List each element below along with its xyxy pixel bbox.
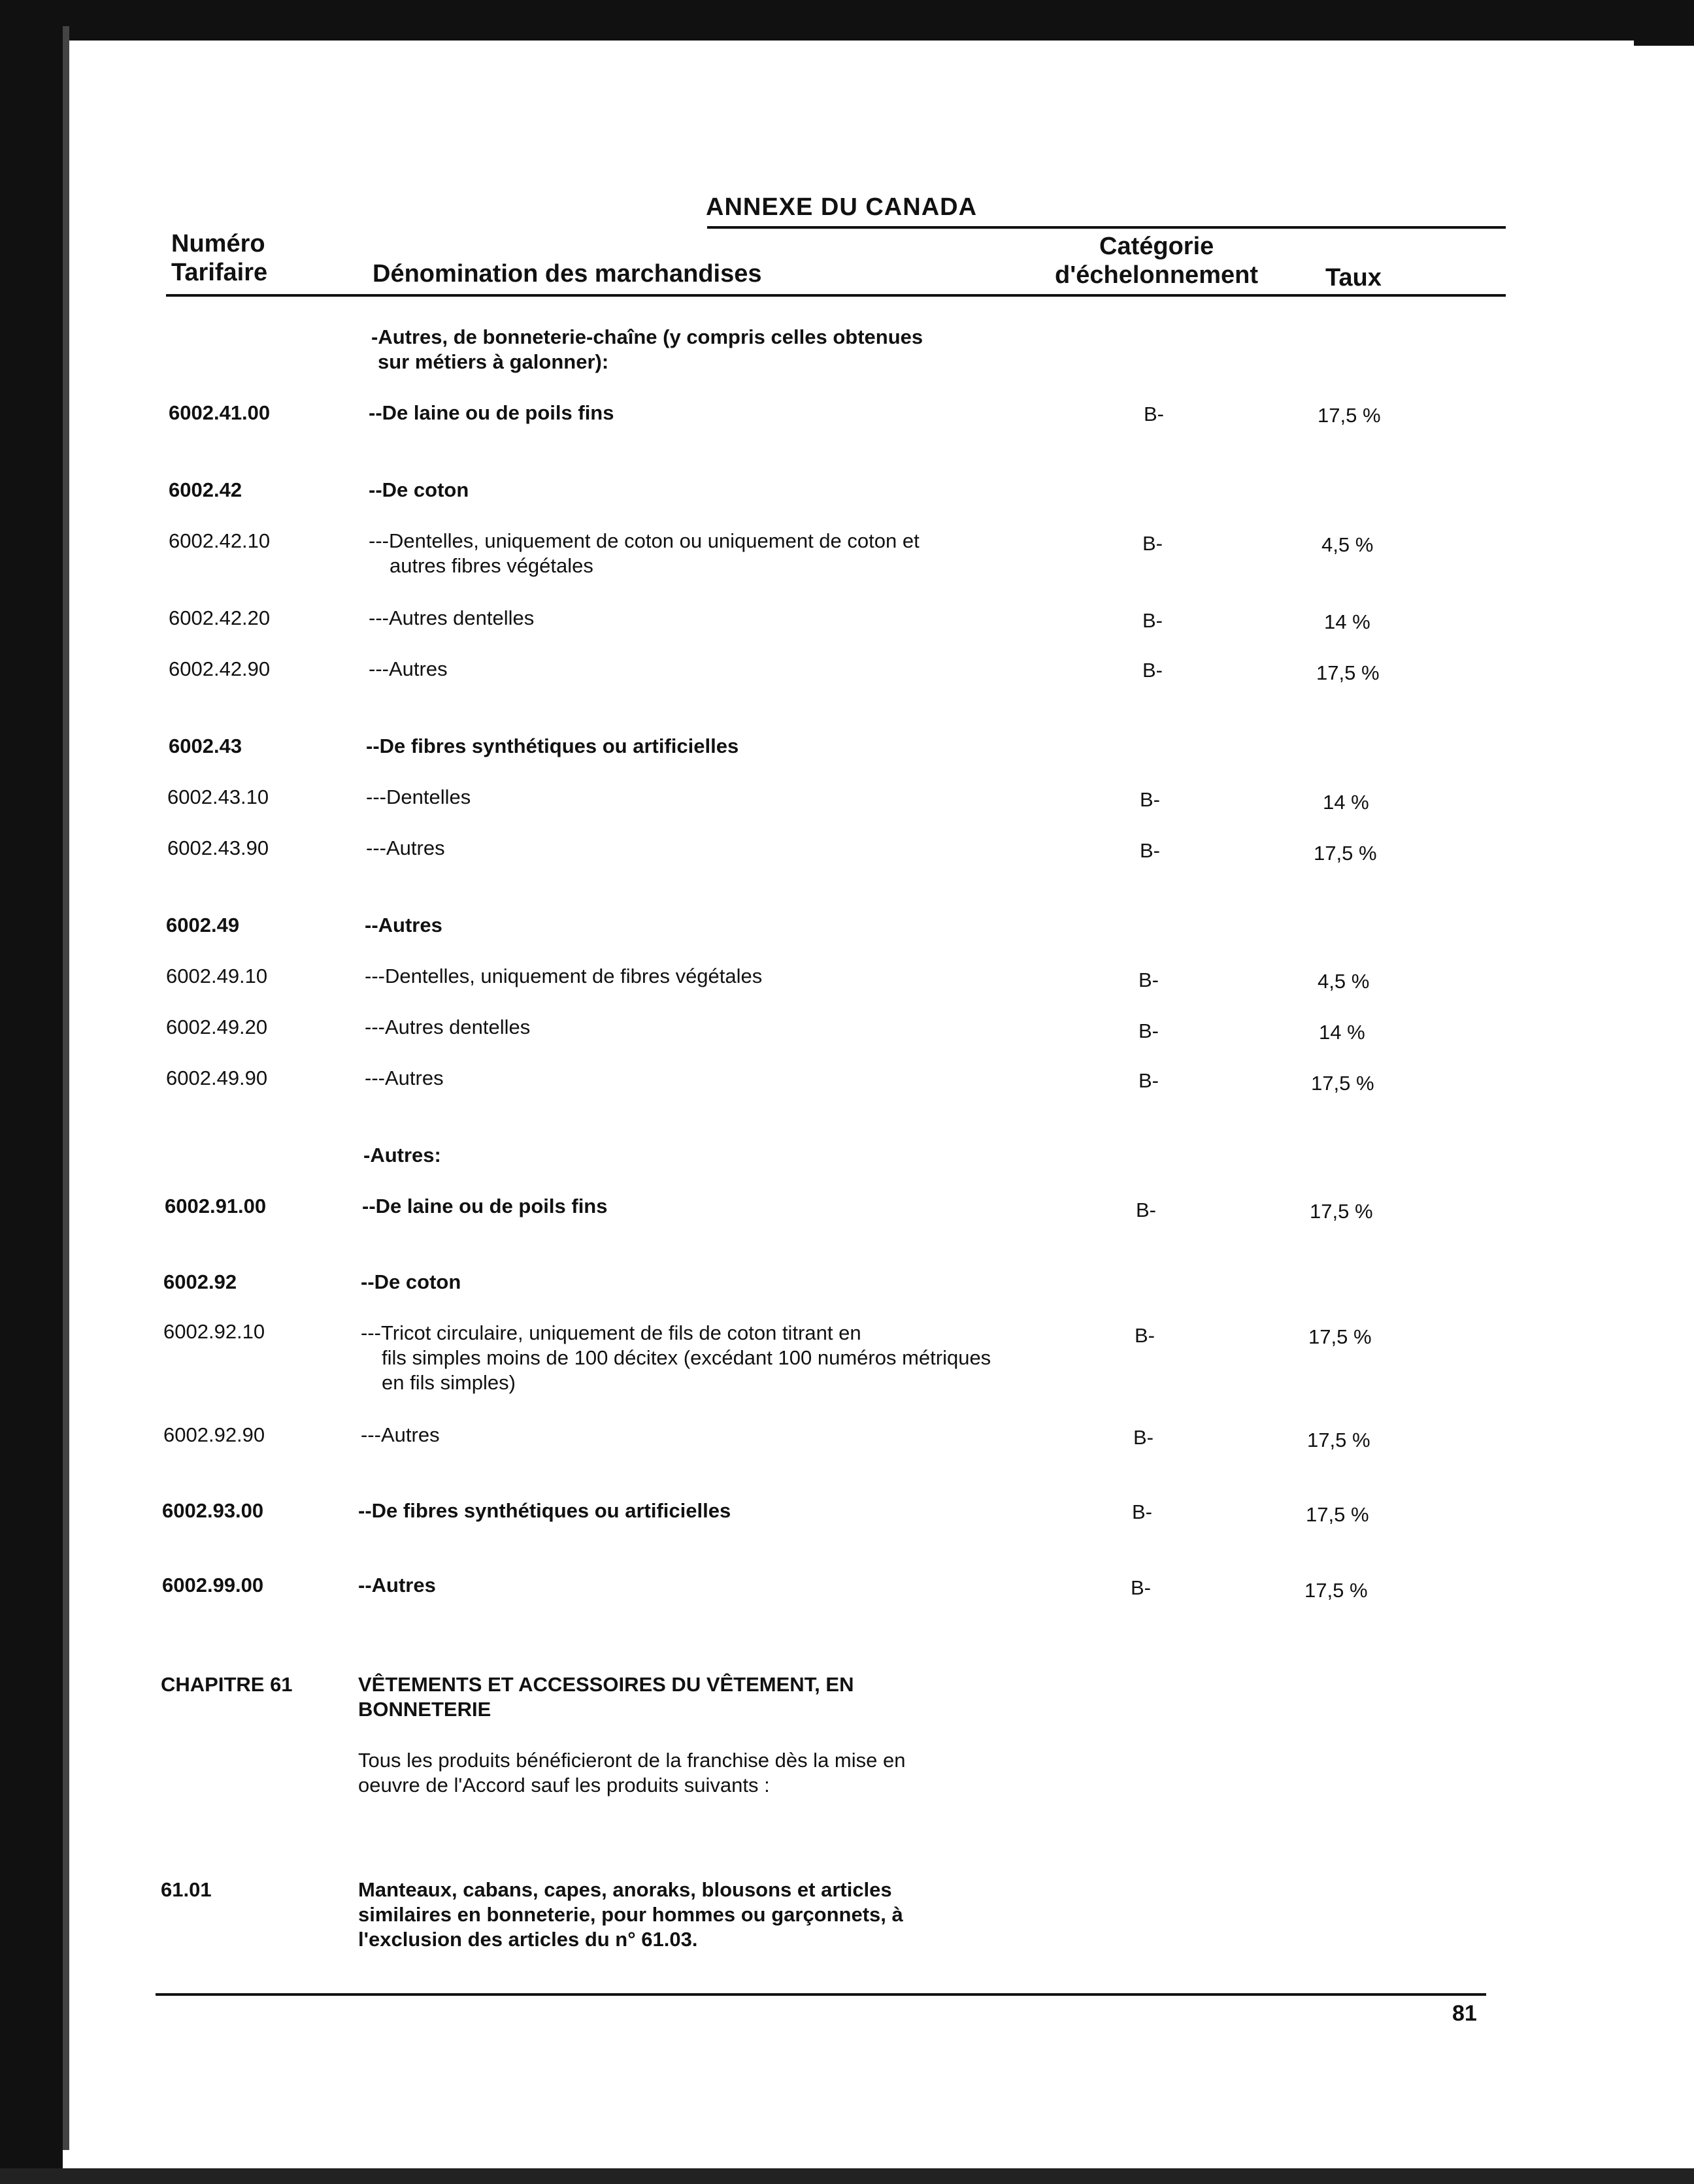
section-heading-line2: sur métiers à galonner): bbox=[378, 350, 609, 373]
table-row-code: 6002.43.90 bbox=[167, 836, 269, 859]
table-row-rate: 14 % bbox=[1319, 1021, 1365, 1044]
table-row-category: B- bbox=[1142, 532, 1163, 555]
table-row-rate: 17,5 % bbox=[1318, 404, 1381, 427]
table-row-rate: 17,5 % bbox=[1306, 1503, 1369, 1526]
table-row-code: 6002.49 bbox=[166, 914, 240, 936]
table-row-description: ---Autres bbox=[369, 657, 448, 680]
section-heading-line1: -Autres, de bonneterie-chaîne (y compris celles obtenues bbox=[371, 325, 923, 348]
table-row-category: B- bbox=[1142, 659, 1163, 682]
table-row-code: 6002.43.10 bbox=[167, 786, 269, 808]
table-row-rate: 17,5 % bbox=[1310, 1200, 1373, 1223]
table-row-description: ---Dentelles, uniquement de fibres végétales bbox=[365, 965, 763, 987]
table-row-rate: 14 % bbox=[1323, 791, 1369, 814]
scan-edge-bottom bbox=[0, 2168, 1694, 2184]
table-row-rate: 17,5 % bbox=[1314, 842, 1377, 865]
table-row-category: B- bbox=[1140, 788, 1160, 811]
scan-edge-top-right bbox=[1634, 0, 1694, 46]
table-row-category: B- bbox=[1140, 839, 1160, 862]
table-row-description: --Autres bbox=[358, 1574, 436, 1597]
table-row-rate: 17,5 % bbox=[1308, 1325, 1372, 1348]
heading-description-line1: Manteaux, cabans, capes, anoraks, blousons et articles bbox=[358, 1878, 892, 1901]
chapter-note-line2: oeuvre de l'Accord sauf les produits suivants : bbox=[358, 1774, 770, 1796]
header-code-line2: Tarifaire bbox=[171, 259, 268, 286]
header-description: Dénomination des marchandises bbox=[373, 260, 762, 288]
table-row-rate: 14 % bbox=[1324, 610, 1370, 633]
header-category-line1: Catégorie bbox=[1099, 233, 1214, 260]
table-row-description: ---Autres bbox=[366, 836, 445, 859]
table-row-rate: 4,5 % bbox=[1318, 970, 1370, 993]
table-row-category: B- bbox=[1138, 1019, 1159, 1042]
table-row-description: --De fibres synthétiques ou artificielles bbox=[358, 1499, 731, 1522]
table-row-code: 6002.92.90 bbox=[163, 1423, 265, 1446]
table-row-code: 6002.92.10 bbox=[163, 1320, 265, 1343]
table-row-category: B- bbox=[1136, 1199, 1156, 1221]
table-row-description: --De laine ou de poils fins bbox=[362, 1195, 608, 1217]
table-row-description: ---Dentelles, uniquement de coton ou uniquement de coton et bbox=[369, 529, 920, 552]
table-row-code: 6002.49.10 bbox=[166, 965, 268, 987]
header-code-line1: Numéro bbox=[171, 230, 265, 257]
header-top-rule bbox=[707, 226, 1506, 229]
table-row-code: 6002.42.90 bbox=[169, 657, 271, 680]
table-row-category: B- bbox=[1138, 1069, 1159, 1092]
heading-description-line3: l'exclusion des articles du n° 61.03. bbox=[358, 1928, 698, 1951]
table-row-code: 6002.99.00 bbox=[162, 1574, 264, 1597]
table-row-description: --De coton bbox=[369, 478, 469, 501]
table-row-rate: 17,5 % bbox=[1304, 1579, 1368, 1602]
table-row-description: ---Autres dentelles bbox=[369, 606, 535, 629]
scan-edge-left bbox=[0, 0, 63, 2184]
table-row-description: ---Dentelles bbox=[366, 786, 471, 808]
table-row-code: 6002.42 bbox=[169, 478, 242, 501]
table-row-description: ---Autres bbox=[361, 1423, 440, 1446]
heading-description-line2: similaires en bonneterie, pour hommes ou garçonnets, à bbox=[358, 1903, 903, 1926]
footer-rule bbox=[156, 1993, 1486, 1996]
table-row-code: 6002.43 bbox=[169, 735, 242, 757]
table-row-description: --De coton bbox=[361, 1270, 461, 1293]
table-row-category: B- bbox=[1135, 1324, 1155, 1347]
table-row-description: --Autres bbox=[365, 914, 442, 936]
header-rate: Taux bbox=[1325, 264, 1382, 291]
table-row-rate: 17,5 % bbox=[1307, 1429, 1370, 1451]
header-category-line2: d'échelonnement bbox=[1055, 261, 1258, 289]
table-row-code: 6002.92 bbox=[163, 1270, 237, 1293]
table-row-code: 6002.91.00 bbox=[165, 1195, 267, 1217]
table-row-description: --De fibres synthétiques ou artificielles bbox=[366, 735, 739, 757]
table-row-rate: 17,5 % bbox=[1316, 661, 1380, 684]
table-row-code: 6002.41.00 bbox=[169, 401, 271, 424]
table-row-category: B- bbox=[1138, 968, 1159, 991]
table-row-description: --De laine ou de poils fins bbox=[369, 401, 614, 424]
scan-edge-left-shadow bbox=[63, 26, 69, 2150]
chapter-title-line2: BONNETERIE bbox=[358, 1698, 491, 1721]
table-row-code: 6002.93.00 bbox=[162, 1499, 264, 1522]
table-row-code: 6002.49.90 bbox=[166, 1067, 268, 1089]
table-row-category: B- bbox=[1144, 403, 1164, 425]
table-row-rate: 4,5 % bbox=[1321, 533, 1374, 556]
annex-title: ANNEXE DU CANADA bbox=[706, 193, 978, 221]
table-row-category: B- bbox=[1142, 609, 1163, 632]
table-row-category: B- bbox=[1131, 1576, 1151, 1599]
table-row-description: autres fibres végétales bbox=[390, 554, 593, 577]
table-row-description: fils simples moins de 100 décitex (excédant 100 numéros métriques bbox=[382, 1346, 991, 1369]
table-row-code: 6002.49.20 bbox=[166, 1016, 268, 1038]
table-row-description: en fils simples) bbox=[382, 1371, 516, 1394]
chapter-title-line1: VÊTEMENTS ET ACCESSOIRES DU VÊTEMENT, EN bbox=[358, 1673, 854, 1696]
table-row-category: B- bbox=[1132, 1500, 1152, 1523]
table-row-category: B- bbox=[1133, 1426, 1154, 1449]
table-row-description: ---Autres dentelles bbox=[365, 1016, 531, 1038]
table-row-rate: 17,5 % bbox=[1311, 1072, 1374, 1095]
table-row-code: 6002.42.10 bbox=[169, 529, 271, 552]
table-row-description: ---Autres bbox=[365, 1067, 444, 1089]
table-row-code: 6002.42.20 bbox=[169, 606, 271, 629]
scan-edge-top bbox=[0, 0, 1694, 41]
chapter-note-line1: Tous les produits bénéficieront de la franchise dès la mise en bbox=[358, 1749, 906, 1772]
heading-code: 61.01 bbox=[161, 1878, 212, 1901]
page-number: 81 bbox=[1452, 2001, 1477, 2026]
subsection-heading: -Autres: bbox=[363, 1144, 441, 1166]
header-bottom-rule bbox=[166, 294, 1506, 297]
table-row-description: ---Tricot circulaire, uniquement de fils de coton titrant en bbox=[361, 1321, 861, 1344]
chapter-label: CHAPITRE 61 bbox=[161, 1673, 293, 1696]
